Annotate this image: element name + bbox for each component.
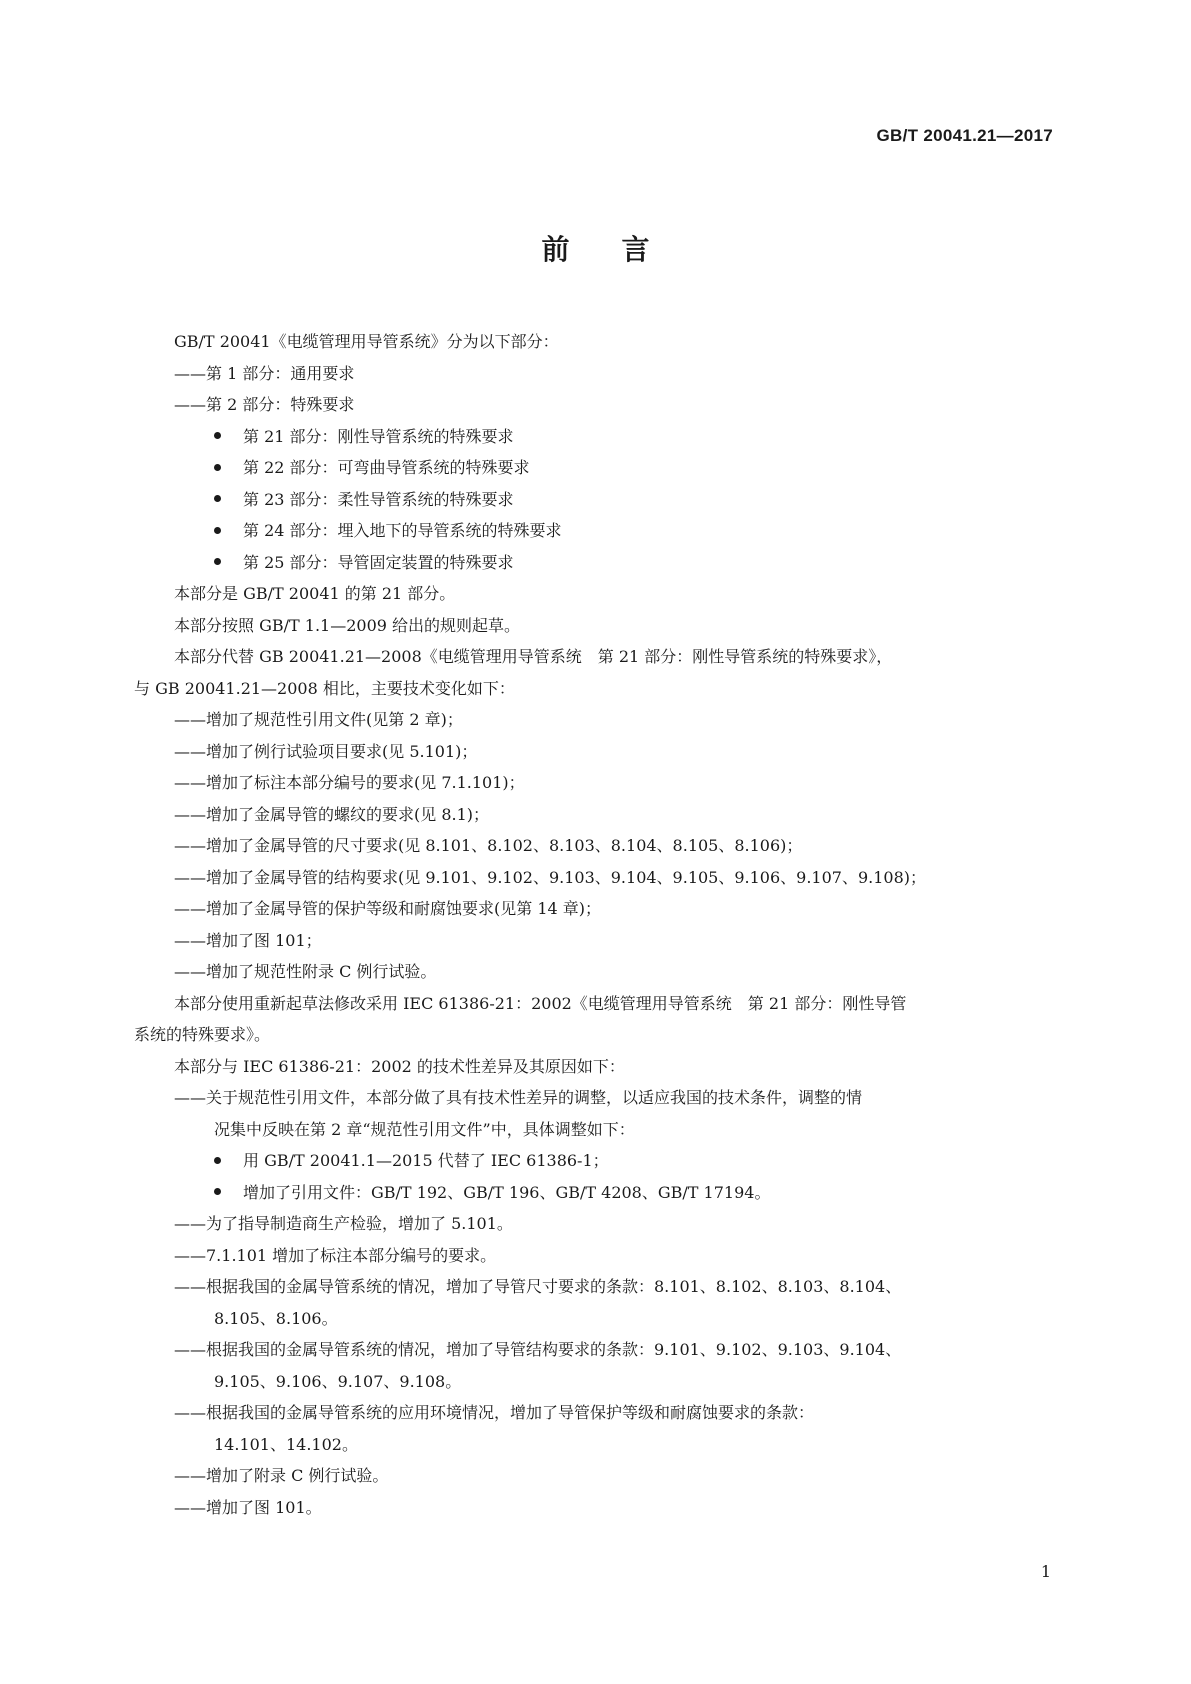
line-text: 本部分按照 GB/T 1.1—2009 给出的规则起草。 [174,615,521,635]
line-text: ——根据我国的金属导管系统的情况，增加了导管结构要求的条款：9.101、9.102、9.103、9.104、 [174,1340,902,1359]
line-text: 况集中反映在第 2 章“规范性引用文件”中，具体调整如下： [214,1119,635,1139]
line-text: 系统的特殊要求》。 [134,1025,271,1044]
text-line [134,1208,1058,1240]
line-text: 第 22 部分：可弯曲导管系统的特殊要求 [243,458,530,477]
line-text: 与 GB 20041.21—2008 相比，主要技术变化如下： [134,678,515,698]
text-line [134,830,1058,862]
bullet-item [134,452,1058,484]
line-text: 本部分与 IEC 61386-21：2002 的技术性差异及其原因如下： [174,1056,625,1076]
text-line [134,1240,1058,1272]
bullet-icon [214,558,221,565]
line-text: ——增加了标注本部分编号的要求(见 7.1.101)； [174,773,525,792]
page-number: 1 [1040,1562,1051,1581]
line-text: ——第 2 部分：特殊要求 [174,395,355,414]
bullet-icon [214,527,221,534]
text-line [134,641,1058,673]
text-line [134,1271,1058,1303]
text-line [134,704,1058,736]
line-text: 本部分代替 GB 20041.21—2008《电缆管理用导管系统 第 21 部分：刚性导管系统的特殊要求》， [174,647,893,666]
page-title: 前言 [541,233,702,266]
bullet-icon [214,495,221,502]
text-line [134,578,1058,610]
text-line [134,673,1058,705]
bullet-icon [214,1188,221,1195]
line-text: GB/T 20041《电缆管理用导管系统》分为以下部分： [174,332,559,351]
text-line [134,1334,1058,1366]
text-line [134,1303,1058,1335]
line-text: 8.105、8.106。 [214,1308,338,1328]
text-line [134,610,1058,642]
line-text: ——根据我国的金属导管系统的应用环境情况，增加了导管保护等级和耐腐蚀要求的条款： [174,1403,815,1422]
text-line [134,925,1058,957]
line-text: 本部分是 GB/T 20041 的第 21 部分。 [174,584,456,603]
line-text: ——增加了规范性引用文件(见第 2 章)； [174,710,463,729]
text-line [134,326,1058,358]
line-text: ——为了指导制造商生产检验，增加了 5.101。 [174,1214,513,1233]
line-text: 第 21 部分：刚性导管系统的特殊要求 [243,426,514,446]
text-line [134,1492,1058,1524]
text-line [134,1114,1058,1146]
line-text: 增加了引用文件：GB/T 192、GB/T 196、GB/T 4208、GB/T 17194。 [243,1182,771,1202]
text-line [134,1397,1058,1429]
text-line [134,358,1058,390]
text-line [134,1366,1058,1398]
bullet-icon [214,432,221,439]
bullet-item [134,515,1058,547]
line-text: 9.105、9.106、9.107、9.108。 [214,1371,462,1391]
line-text: ——关于规范性引用文件，本部分做了具有技术性差异的调整，以适应我国的技术条件，调整的情 [174,1088,863,1107]
line-text: ——增加了金属导管的螺纹的要求(见 8.1)； [174,804,490,824]
line-text: ——增加了图 101； [174,930,322,950]
text-line [134,1429,1058,1461]
text-line [134,389,1058,421]
line-text: ——增加了附录 C 例行试验。 [174,1466,389,1485]
bullet-item [134,1145,1058,1177]
line-text: 用 GB/T 20041.1—2015 代替了 IEC 61386-1； [243,1151,609,1170]
bullet-item [134,421,1058,453]
text-line [134,893,1058,925]
text-line [134,862,1058,894]
line-text: ——7.1.101 增加了标注本部分编号的要求。 [174,1245,497,1265]
bullet-item [134,1177,1058,1209]
bullet-icon [214,464,221,471]
line-text: ——增加了图 101。 [174,1497,322,1517]
text-line [134,988,1058,1020]
line-text: ——增加了金属导管的保护等级和耐腐蚀要求(见第 14 章)； [174,899,602,918]
line-text: ——增加了金属导管的结构要求(见 9.101、9.102、9.103、9.104、9.105、9.106、9.107、9.108)； [174,867,927,887]
bullet-item [134,547,1058,579]
bullet-icon [214,1157,221,1164]
line-text: 本部分使用重新起草法修改采用 IEC 61386-21：2002《电缆管理用导管系统 第 21 部分：刚性导管 [174,993,907,1013]
text-line [134,1082,1058,1114]
line-text: 第 25 部分：导管固定装置的特殊要求 [243,552,514,572]
text-line [134,799,1058,831]
bullet-item [134,484,1058,516]
line-text: 第 23 部分：柔性导管系统的特殊要求 [243,489,514,509]
text-line [134,736,1058,768]
standard-code: GB/T 20041.21—2017 [876,126,1053,145]
line-text: ——根据我国的金属导管系统的情况，增加了导管尺寸要求的条款：8.101、8.102、8.103、8.104、 [174,1277,902,1296]
line-text: ——增加了例行试验项目要求(见 5.101)； [174,741,478,761]
text-line [134,1460,1058,1492]
text-line [134,1019,1058,1051]
line-text: ——第 1 部分：通用要求 [174,363,355,383]
line-text: ——增加了规范性附录 C 例行试验。 [174,962,437,981]
line-text: 14.101、14.102。 [214,1434,358,1454]
foreword-body [134,326,1058,1523]
text-line [134,767,1058,799]
line-text: ——增加了金属导管的尺寸要求(见 8.101、8.102、8.103、8.104、8.105、8.106)； [174,836,803,855]
text-line [134,956,1058,988]
text-line [134,1051,1058,1083]
line-text: 第 24 部分：埋入地下的导管系统的特殊要求 [243,521,562,540]
